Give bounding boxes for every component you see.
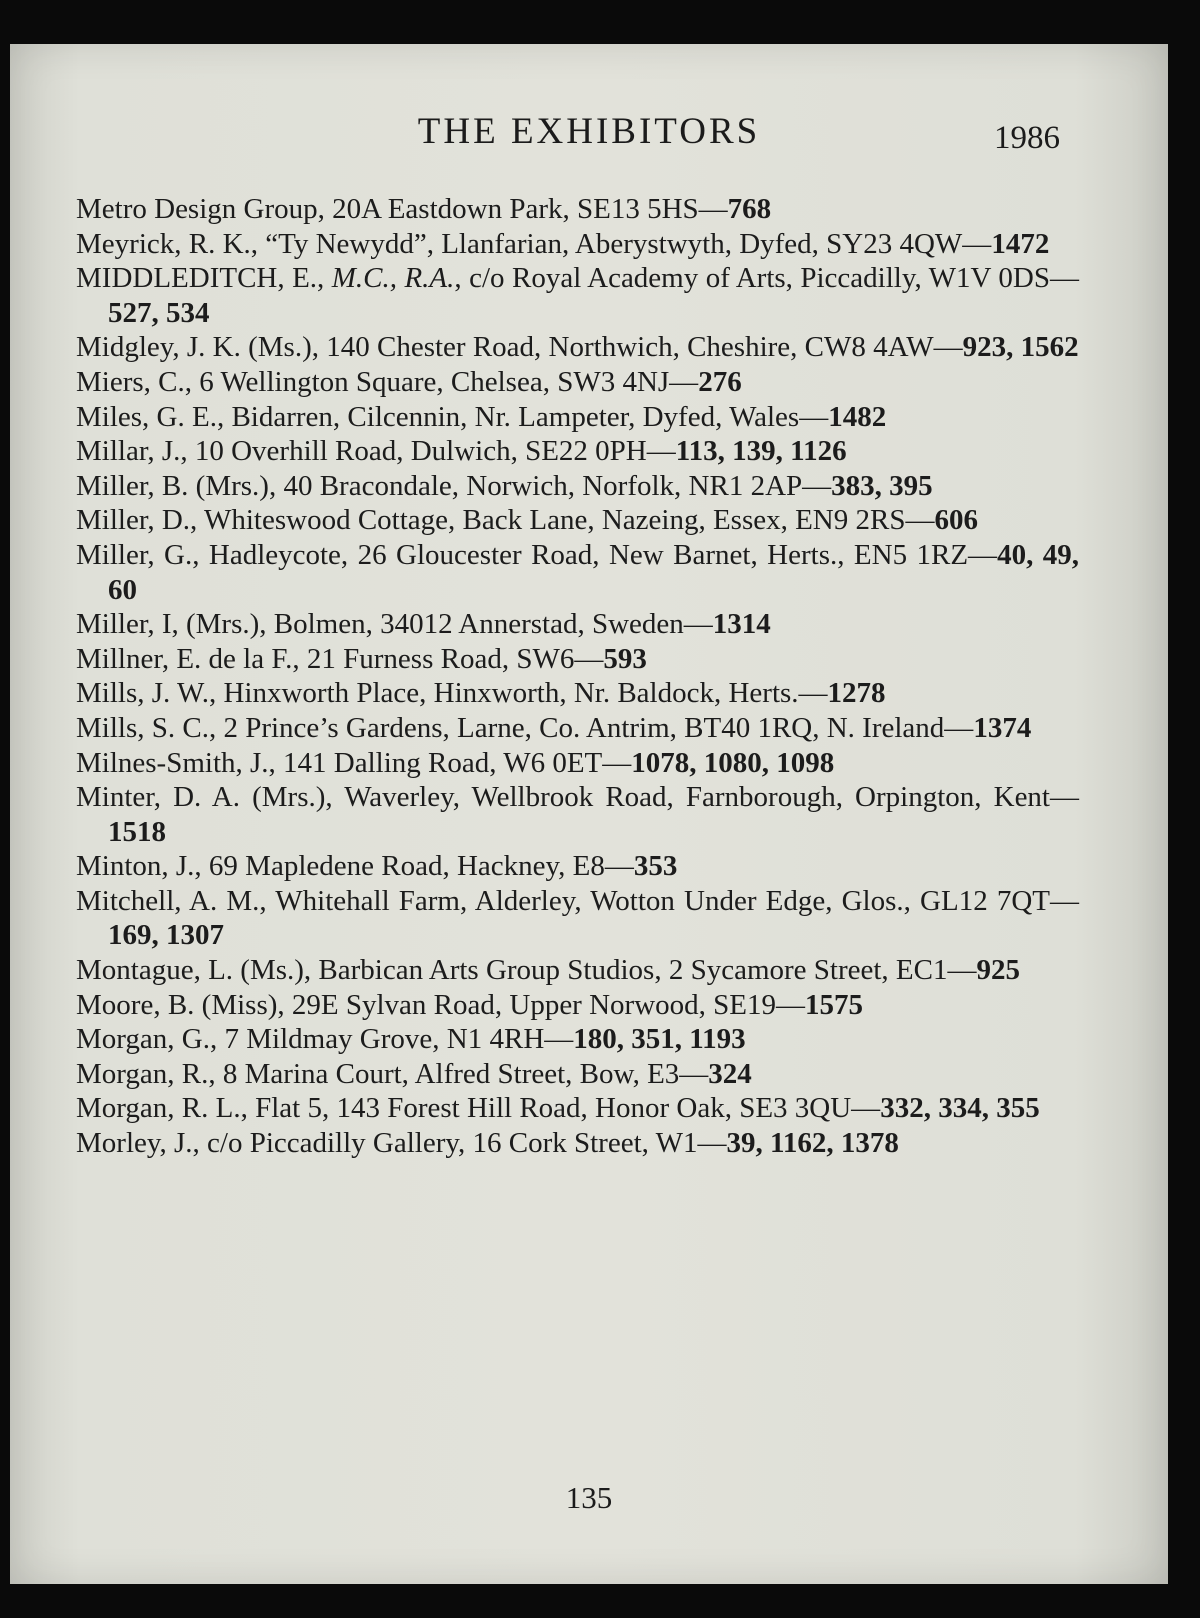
exhibitor-entry	[76, 780, 1079, 849]
exhibitor-entry	[76, 746, 1079, 781]
exhibitor-entry	[76, 642, 1079, 677]
entry-address: Miller, D., Whiteswood Cottage, Back Lane, Nazeing, Essex, EN9 2RS—	[76, 504, 935, 537]
exhibitor-entry	[76, 434, 1079, 469]
entry-address: Montague, L. (Ms.), Barbican Arts Group Studios, 2 Sycamore Street, EC1—	[76, 954, 977, 987]
entry-catalogue-numbers: 180, 351, 1193	[573, 1023, 746, 1056]
entry-address: Midgley, J. K. (Ms.), 140 Chester Road, Northwich, Cheshire, CW8 4AW—	[76, 331, 963, 364]
entry-catalogue-numbers: 527, 534	[108, 296, 210, 329]
exhibitor-entry	[76, 538, 1079, 607]
entry-address: Miller, I, (Mrs.), Bolmen, 34012 Annerstad, Sweden—	[76, 608, 713, 641]
entry-address: Moore, B. (Miss), 29E Sylvan Road, Upper Norwood, SE19—	[76, 988, 805, 1021]
exhibitor-entry	[76, 469, 1079, 504]
entry-address: Millner, E. de la F., 21 Furness Road, SW6—	[76, 642, 604, 675]
exhibitor-entry	[76, 1126, 1079, 1161]
entry-catalogue-numbers: 606	[934, 504, 978, 537]
entry-address: Miers, C., 6 Wellington Square, Chelsea, SW3 4NJ—	[76, 365, 699, 398]
entry-honours: M.C., R.A.	[331, 262, 455, 295]
entry-address: , c/o Royal Academy of Arts, Piccadilly, W1V 0DS—	[454, 262, 1079, 295]
exhibitor-entry	[76, 227, 1079, 262]
exhibitor-entry	[76, 953, 1079, 988]
exhibitor-entry	[76, 192, 1079, 227]
exhibitor-entry	[76, 988, 1079, 1023]
exhibitor-entry	[76, 365, 1079, 400]
entry-catalogue-numbers: 1078, 1080, 1098	[631, 746, 835, 779]
entry-catalogue-numbers: 332, 334, 355	[880, 1092, 1040, 1125]
exhibitor-entry	[76, 884, 1079, 953]
entry-address: Minton, J., 69 Mapledene Road, Hackney, E8—	[76, 850, 634, 883]
entry-catalogue-numbers: 1575	[804, 988, 863, 1021]
entry-catalogue-numbers: 40, 49, 60	[108, 538, 1079, 606]
exhibitor-entry	[76, 711, 1079, 746]
entry-catalogue-numbers: 169, 1307	[108, 919, 224, 952]
page-number: 135	[565, 1480, 613, 1515]
exhibitor-list	[76, 192, 1079, 1161]
entry-catalogue-numbers: 324	[708, 1057, 752, 1090]
entry-catalogue-numbers: 1374	[973, 711, 1032, 744]
page-year: 1986	[994, 120, 1060, 156]
entry-catalogue-numbers: 1314	[712, 608, 771, 641]
entry-catalogue-numbers: 1518	[108, 815, 166, 848]
entry-catalogue-numbers: 113, 139, 1126	[675, 435, 847, 468]
entry-address: Morley, J., c/o Piccadilly Gallery, 16 Cork Street, W1—	[76, 1127, 727, 1160]
exhibitor-entry	[76, 261, 1079, 330]
entry-address: Metro Design Group, 20A Eastdown Park, SE13 5HS—	[76, 193, 728, 225]
exhibitor-entry	[76, 676, 1079, 711]
entry-catalogue-numbers: 923, 1562	[962, 331, 1079, 364]
entry-catalogue-numbers: 39, 1162, 1378	[726, 1127, 899, 1160]
page-title: THE EXHIBITORS	[417, 111, 761, 152]
entry-address: Mitchell, A. M., Whitehall Farm, Alderley, Wotton Under Edge, Glos., GL12 7QT—	[76, 884, 1079, 917]
entry-catalogue-numbers: 383, 395	[831, 469, 933, 502]
entry-address: Miller, B. (Mrs.), 40 Bracondale, Norwich, Norfolk, NR1 2AP—	[76, 469, 832, 502]
exhibitor-entry	[76, 849, 1079, 884]
entry-address: Miles, G. E., Bidarren, Cilcennin, Nr. Lampeter, Dyfed, Wales—	[76, 400, 829, 433]
entry-address: Morgan, G., 7 Mildmay Grove, N1 4RH—	[76, 1023, 574, 1056]
entry-address: Milnes-Smith, J., 141 Dalling Road, W6 0ET—	[76, 746, 632, 779]
exhibitor-entry	[76, 1091, 1079, 1126]
entry-address: Miller, G., Hadleycote, 26 Gloucester Road, New Barnet, Herts., EN5 1RZ—	[76, 538, 998, 571]
entry-catalogue-numbers: 1482	[828, 400, 887, 433]
entry-catalogue-numbers: 768	[727, 193, 772, 225]
exhibitor-entry	[76, 503, 1079, 538]
entry-address: Morgan, R., 8 Marina Court, Alfred Street, Bow, E3—	[76, 1057, 709, 1090]
entry-catalogue-numbers: 276	[698, 365, 742, 398]
entry-name: MIDDLEDITCH, E.,	[76, 262, 332, 295]
entry-address: Mills, J. W., Hinxworth Place, Hinxworth, Nr. Baldock, Herts.—	[76, 677, 828, 710]
exhibitor-entry	[76, 400, 1079, 435]
entry-address: Mills, S. C., 2 Prince’s Gardens, Larne, Co. Antrim, BT40 1RQ, N. Ireland—	[76, 711, 974, 744]
entry-address: Morgan, R. L., Flat 5, 143 Forest Hill Road, Honor Oak, SE3 3QU—	[76, 1092, 881, 1125]
entry-address: Minter, D. A. (Mrs.), Waverley, Wellbrook Road, Farnborough, Orpington, Kent—	[76, 781, 1079, 814]
exhibitor-entry	[76, 607, 1079, 642]
entry-catalogue-numbers: 353	[633, 850, 678, 883]
entry-address: Meyrick, R. K., “Ty Newydd”, Llanfarian, Aberystwyth, Dyfed, SY23 4QW—	[76, 227, 992, 260]
entry-catalogue-numbers: 593	[603, 642, 647, 675]
entry-catalogue-numbers: 1278	[827, 677, 886, 710]
entry-catalogue-numbers: 1472	[991, 227, 1050, 260]
exhibitor-entry	[76, 330, 1079, 365]
entry-catalogue-numbers: 925	[976, 954, 1020, 987]
entry-address: Millar, J., 10 Overhill Road, Dulwich, SE22 0PH—	[76, 435, 676, 468]
exhibitor-entry	[76, 1022, 1079, 1057]
book-page	[10, 44, 1168, 1584]
exhibitor-entry	[76, 1057, 1079, 1092]
